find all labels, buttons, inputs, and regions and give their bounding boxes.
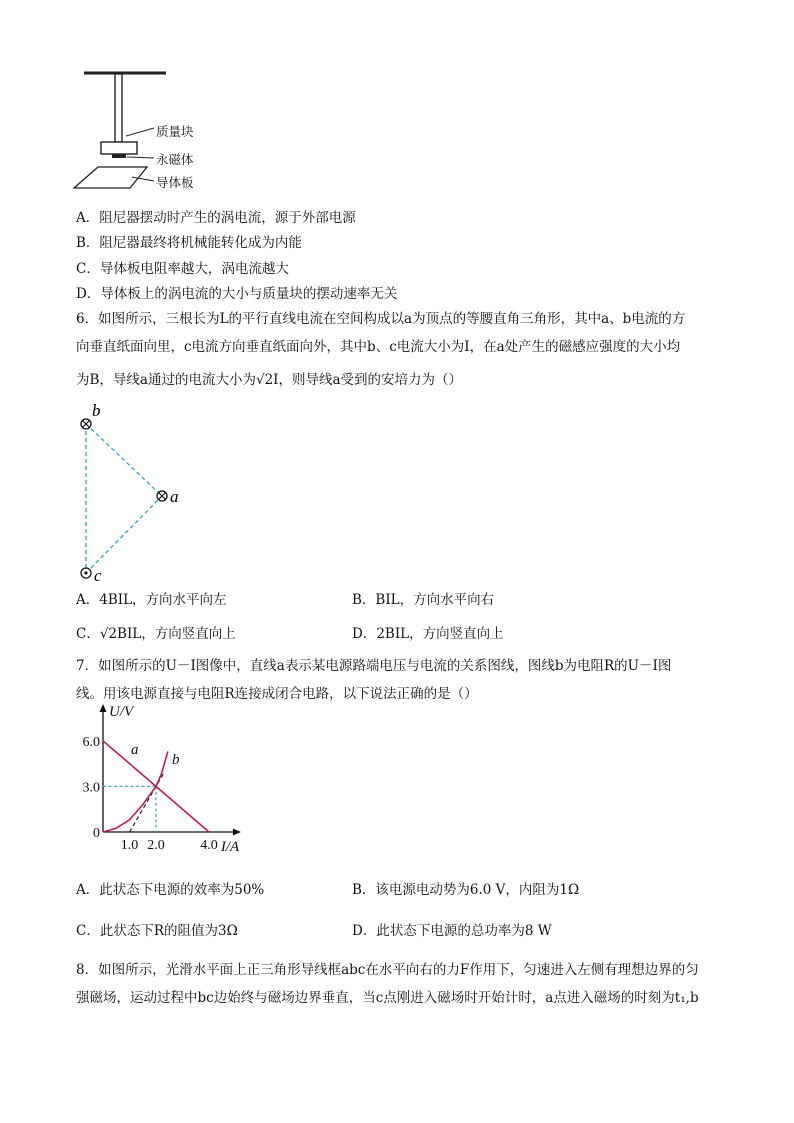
y-axis-label: U/V [109,704,134,720]
q6-option-a: A．4BIL，方向水平向左 [76,592,227,608]
x-axis-arrow [233,829,241,836]
q5-option-a: A．阻尼器摆动时产生的涡电流，源于外部电源 [76,210,356,226]
point-label-c: c [94,566,102,585]
q5-option-d: D．导体板上的涡电流的大小与质量块的摆动速率无关 [76,286,398,302]
q7-option-d: D．此状态下电源的总功率为8 W [352,923,552,939]
x-tick-label: 1.0 [120,838,139,853]
label-mass-block: 质量块 [156,124,194,139]
series-label-a: a [131,742,139,758]
x-axis-label: I/A [220,839,240,855]
q6-option-c: C．√2BIL，方向竖直向上 [76,626,236,642]
wire-a-into-page-icon [157,491,167,501]
q7-stem-line1: 7．如图所示的U－I图像中，直线a表示某电源路端电压与电流的关系图线，图线b为电阻R的U－I图 [76,658,672,674]
wire-b-into-page-icon [81,419,91,429]
ui-graph-chart [76,700,266,862]
q7-option-b: B．该电源电动势为6.0 V，内阻为1Ω [352,882,580,898]
point-label-b: b [92,401,101,420]
damper-figure [70,64,230,196]
q5-option-c: C．导体板电阻率越大，涡电流越大 [76,261,289,277]
label-permanent-magnet: 永磁体 [156,152,194,167]
wire-c-out-of-page-icon [81,568,91,578]
x-tick-label: 2.0 [147,838,165,853]
q7-option-a: A．此状态下电源的效率为50% [76,882,265,898]
q6-option-d: D．2BIL，方向竖直向上 [352,626,504,642]
point-label-a: a [170,487,179,506]
y-axis-arrow [100,704,107,712]
y-tick-label: 0 [93,826,100,841]
series-label-b: b [172,752,180,768]
q6-stem-line1: 6．如图所示，三根长为L的平行直线电流在空间构成以a为顶点的等腰直角三角形，其中a、b电流的方 [76,311,686,327]
q8-stem-line1: 8．如图所示，光滑水平面上正三角形导线框abc在水平向右的力F作用下，匀速进入左侧有理想边界的匀 [76,962,699,978]
q6-stem-line2: 向垂直纸面向里，c电流方向垂直纸面向外，其中b、c电流大小为I，在a处产生的磁感应强度的大小均 [76,339,681,355]
q6-option-b: B．BIL，方向水平向右 [352,592,495,608]
q5-option-b: B．阻尼器最终将机械能转化成为内能 [76,235,302,251]
q7-option-c: C．此状态下R的阻值为3Ω [76,923,238,939]
y-tick-label: 3.0 [82,780,100,796]
label-conductor-plate: 导体板 [156,175,194,190]
x-tick-label: 4.0 [200,838,218,853]
q6-stem-line3: 为B，导线a通过的电流大小为√2I，则导线a受到的安培力为（） [76,372,463,388]
series-b-line [103,751,168,832]
q8-stem-line2: 强磁场，运动过程中bc边始终与磁场边界垂直，当c点刚进入磁场时开始计时，a点进入磁场的时刻为t₁,b [76,990,699,1006]
q7-stem-line2: 线。用该电源直接与电阻R连接成闭合电路，以下说法正确的是（） [76,686,478,702]
current-triangle-figure [72,398,192,588]
y-tick-label: 6.0 [82,734,100,750]
